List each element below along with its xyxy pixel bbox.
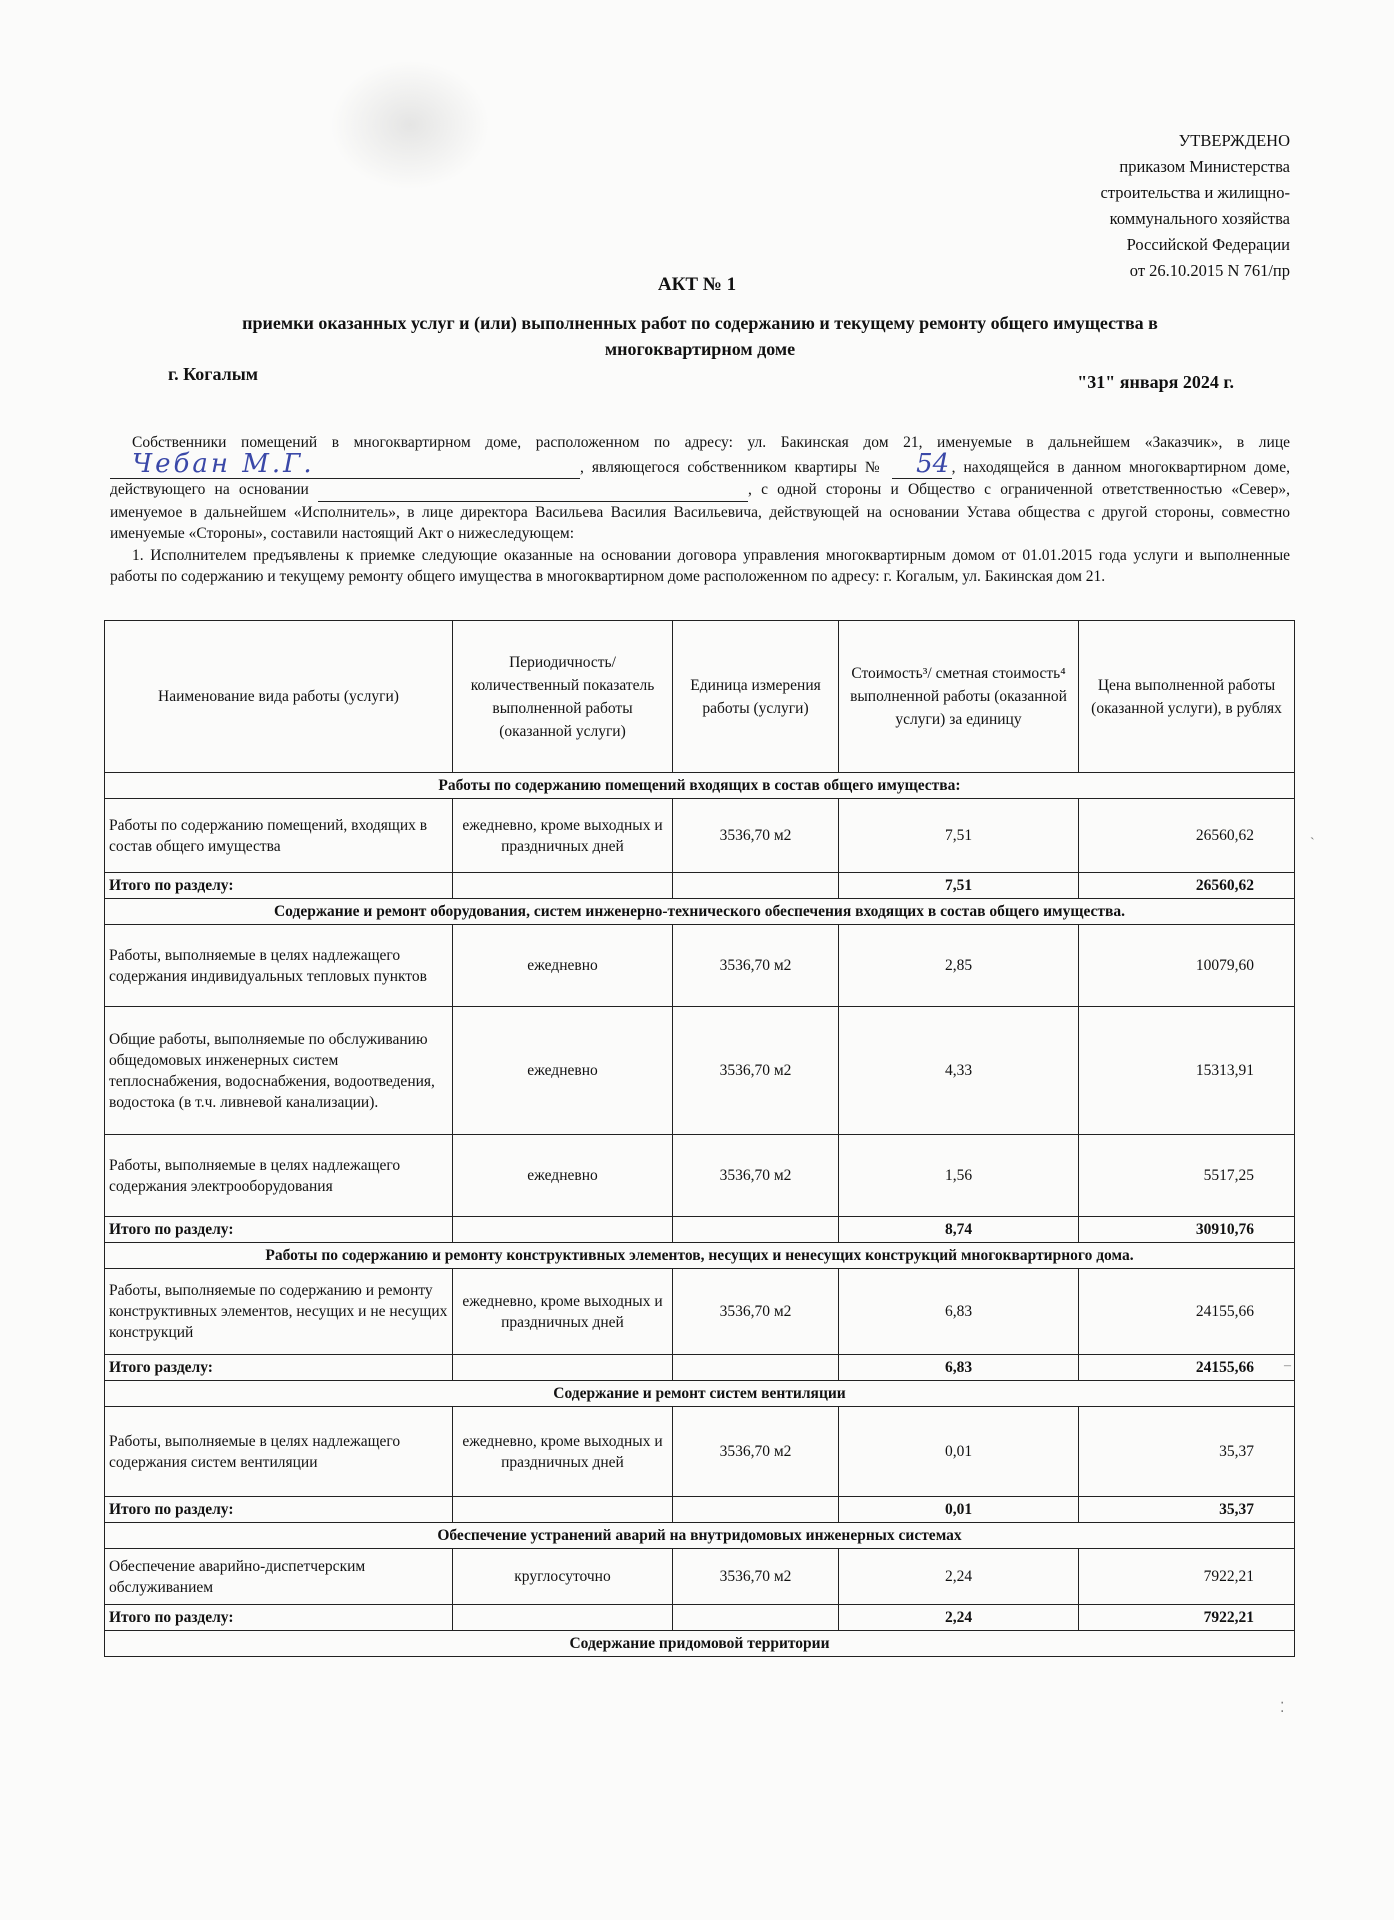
empty-cell: [673, 873, 839, 899]
approval-line: УТВЕРЖДЕНО: [1178, 131, 1290, 150]
approval-line: строительства и жилищно-: [1100, 183, 1290, 202]
total-price: 35,37: [1079, 1497, 1295, 1523]
total-label: Итого по разделу:: [105, 1217, 453, 1243]
section-row: [105, 1243, 1295, 1269]
section-row: [105, 773, 1295, 799]
works-table: [104, 620, 1295, 1657]
empty-cell: [673, 1497, 839, 1523]
approval-line: коммунального хозяйства: [1109, 209, 1290, 228]
empty-cell: [673, 1217, 839, 1243]
total-cost: 6,83: [839, 1355, 1079, 1381]
handwritten-apartment: 54: [916, 448, 950, 479]
section-row: [105, 1523, 1295, 1549]
unit-cost: 7,51: [839, 799, 1079, 873]
margin-mark: ⁚: [1280, 1701, 1285, 1716]
handwritten-name: Чебан М.Г.: [132, 448, 315, 479]
apartment-number-field: [892, 448, 952, 480]
work-unit: 3536,70 м2: [673, 799, 839, 873]
total-price: 30910,76: [1079, 1217, 1295, 1243]
total-cost: 0,01: [839, 1497, 1079, 1523]
work-period: ежедневно, кроме выходных и праздничных дней: [453, 1269, 673, 1355]
approval-line: от 26.10.2015 N 761/пр: [1129, 261, 1290, 280]
representative-name-field: [110, 448, 580, 480]
section-title: Работы по содержанию и ремонту конструктивных элементов, несущих и ненесущих конструкций многоквартирного дома.: [105, 1243, 1295, 1269]
section-title: Содержание придомовой территории: [105, 1631, 1295, 1657]
work-price: 5517,25: [1079, 1135, 1295, 1217]
intro-paragraph-2: 1. Исполнителем предъявлены к приемке следующие оказанные на основании договора управления многоквартирным домом от 01.01.2015 года услуги и выполненные работы по содержанию и текущему ремонту общего имущества в многоквартирном доме расположенном по адресу: г. Когалым, ул. Бакинская дом 21.: [110, 546, 1290, 585]
work-price: 10079,60: [1079, 925, 1295, 1007]
unit-cost: 2,24: [839, 1549, 1079, 1605]
work-unit: 3536,70 м2: [673, 1407, 839, 1497]
act-date: "31" января 2024 г.: [1077, 372, 1234, 392]
section-row: [105, 899, 1295, 925]
basis-field: [318, 479, 748, 502]
work-name: Работы, выполняемые в целях надлежащего содержания индивидуальных тепловых пунктов: [105, 925, 453, 1007]
margin-mark: ˴: [1310, 830, 1315, 845]
unit-cost: 6,83: [839, 1269, 1079, 1355]
work-price: 24155,66: [1079, 1269, 1295, 1355]
total-label: Итого по разделу:: [105, 873, 453, 899]
work-price: 35,37: [1079, 1407, 1295, 1497]
empty-cell: [453, 1605, 673, 1631]
table-body: [105, 773, 1295, 1657]
intro-text-part: , являющегося собственником квартиры №: [580, 458, 884, 476]
work-price: 15313,91: [1079, 1007, 1295, 1135]
section-row: [105, 1631, 1295, 1657]
total-row: [105, 1605, 1295, 1631]
empty-cell: [453, 1217, 673, 1243]
approval-block: [1030, 128, 1290, 284]
total-price: 24155,66: [1079, 1355, 1295, 1381]
table-row: [105, 1269, 1295, 1355]
table-row: [105, 1007, 1295, 1135]
approval-line: Российской Федерации: [1126, 235, 1290, 254]
empty-cell: [453, 1355, 673, 1381]
header-cell: Цена выполненной работы (оказанной услуги), в рублях: [1079, 621, 1295, 773]
unit-cost: 2,85: [839, 925, 1079, 1007]
work-name: Обеспечение аварийно-диспетчерским обслуживанием: [105, 1549, 453, 1605]
total-row: [105, 1497, 1295, 1523]
table-row: [105, 1407, 1295, 1497]
total-label: Итого разделу:: [105, 1355, 453, 1381]
total-row: [105, 873, 1295, 899]
section-title: Содержание и ремонт оборудования, систем инженерно-технического обеспечения входящих в состав общего имущества.: [105, 899, 1295, 925]
work-unit: 3536,70 м2: [673, 1135, 839, 1217]
total-label: Итого по разделу:: [105, 1497, 453, 1523]
empty-cell: [453, 873, 673, 899]
table-row: [105, 799, 1295, 873]
work-period: ежедневно: [453, 1007, 673, 1135]
work-name: Работы, выполняемые по содержанию и ремонту конструктивных элементов, несущих и не несущих конструкций: [105, 1269, 453, 1355]
unit-cost: 1,56: [839, 1135, 1079, 1217]
table-row: [105, 1135, 1295, 1217]
work-period: круглосуточно: [453, 1549, 673, 1605]
unit-cost: 4,33: [839, 1007, 1079, 1135]
empty-cell: [673, 1355, 839, 1381]
section-title: Содержание и ремонт систем вентиляции: [105, 1381, 1295, 1407]
total-row: [105, 1217, 1295, 1243]
work-unit: 3536,70 м2: [673, 925, 839, 1007]
work-price: 26560,62: [1079, 799, 1295, 873]
work-name: Работы, выполняемые в целях надлежащего содержания систем вентиляции: [105, 1407, 453, 1497]
intro-text-part: , находящейся в данном многоквартирном доме, действующего на основании: [110, 458, 1290, 498]
table-header-row: [105, 621, 1295, 773]
table-row: [105, 925, 1295, 1007]
total-cost: 7,51: [839, 873, 1079, 899]
act-title: АКТ № 1: [657, 274, 737, 295]
header-cell: Стоимость³/ сметная стоимость⁴ выполненной работы (оказанной услуги) за единицу: [839, 621, 1079, 773]
total-cost: 8,74: [839, 1217, 1079, 1243]
section-title: Работы по содержанию помещений входящих в состав общего имущества:: [105, 773, 1295, 799]
margin-mark: –: [1284, 1358, 1291, 1373]
total-row: [105, 1355, 1295, 1381]
intro-text-part: , с одной стороны и Обществo с ограниченной ответственностью «Север», именуемое в дальнейшем «Исполнитель», в лице директора Васильева Василия Васильевича, действующей на основании Устава общества с другой стороны, совместно именуемые «Стороны», составили настоящий Акт о нижеследующем:: [110, 481, 1291, 542]
approval-line: приказом Министерства: [1119, 157, 1290, 176]
work-name: Общие работы, выполняемые по обслуживанию общедомовых инженерных систем теплоснабжения, водоснабжения, водоотведения, водостока (в т.ч. ливневой канализации).: [105, 1007, 453, 1135]
table-row: [105, 1549, 1295, 1605]
intro-paragraph-1: [110, 432, 1290, 545]
work-price: 7922,21: [1079, 1549, 1295, 1605]
work-unit: 3536,70 м2: [673, 1007, 839, 1135]
act-subtitle: приемки оказанных услуг и (или) выполненных работ по содержанию и текущему ремонту общего имущества в многоквартирном доме: [242, 313, 1158, 359]
header-cell: Единица измерения работы (услуги): [673, 621, 839, 773]
empty-cell: [453, 1497, 673, 1523]
work-unit: 3536,70 м2: [673, 1269, 839, 1355]
work-period: ежедневно, кроме выходных и праздничных дней: [453, 1407, 673, 1497]
work-period: ежедневно: [453, 925, 673, 1007]
total-price: 26560,62: [1079, 873, 1295, 899]
section-title: Обеспечение устранений аварий на внутридомовых инженерных системах: [105, 1523, 1295, 1549]
work-period: ежедневно: [453, 1135, 673, 1217]
total-cost: 2,24: [839, 1605, 1079, 1631]
city-label: г. Когалым: [168, 364, 259, 384]
total-label: Итого по разделу:: [105, 1605, 453, 1631]
intro-text: [110, 432, 1290, 588]
empty-cell: [673, 1605, 839, 1631]
header-cell: Наименование вида работы (услуги): [105, 621, 453, 773]
stain-mark: [330, 60, 490, 190]
work-unit: 3536,70 м2: [673, 1549, 839, 1605]
total-price: 7922,21: [1079, 1605, 1295, 1631]
header-cell: Периодичность/ количественный показатель выполненной работы (оказанной услуги): [453, 621, 673, 773]
intro-text-part: Собственники помещений в многоквартирном доме, расположенном по адресу: ул. Бакинская дом 21, именуемые в дальнейшем «Заказчик», в лице: [132, 434, 1290, 451]
work-name: Работы по содержанию помещений, входящих в состав общего имущества: [105, 799, 453, 873]
unit-cost: 0,01: [839, 1407, 1079, 1497]
work-name: Работы, выполняемые в целях надлежащего содержания электрооборудования: [105, 1135, 453, 1217]
section-row: [105, 1381, 1295, 1407]
work-period: ежедневно, кроме выходных и праздничных дней: [453, 799, 673, 873]
